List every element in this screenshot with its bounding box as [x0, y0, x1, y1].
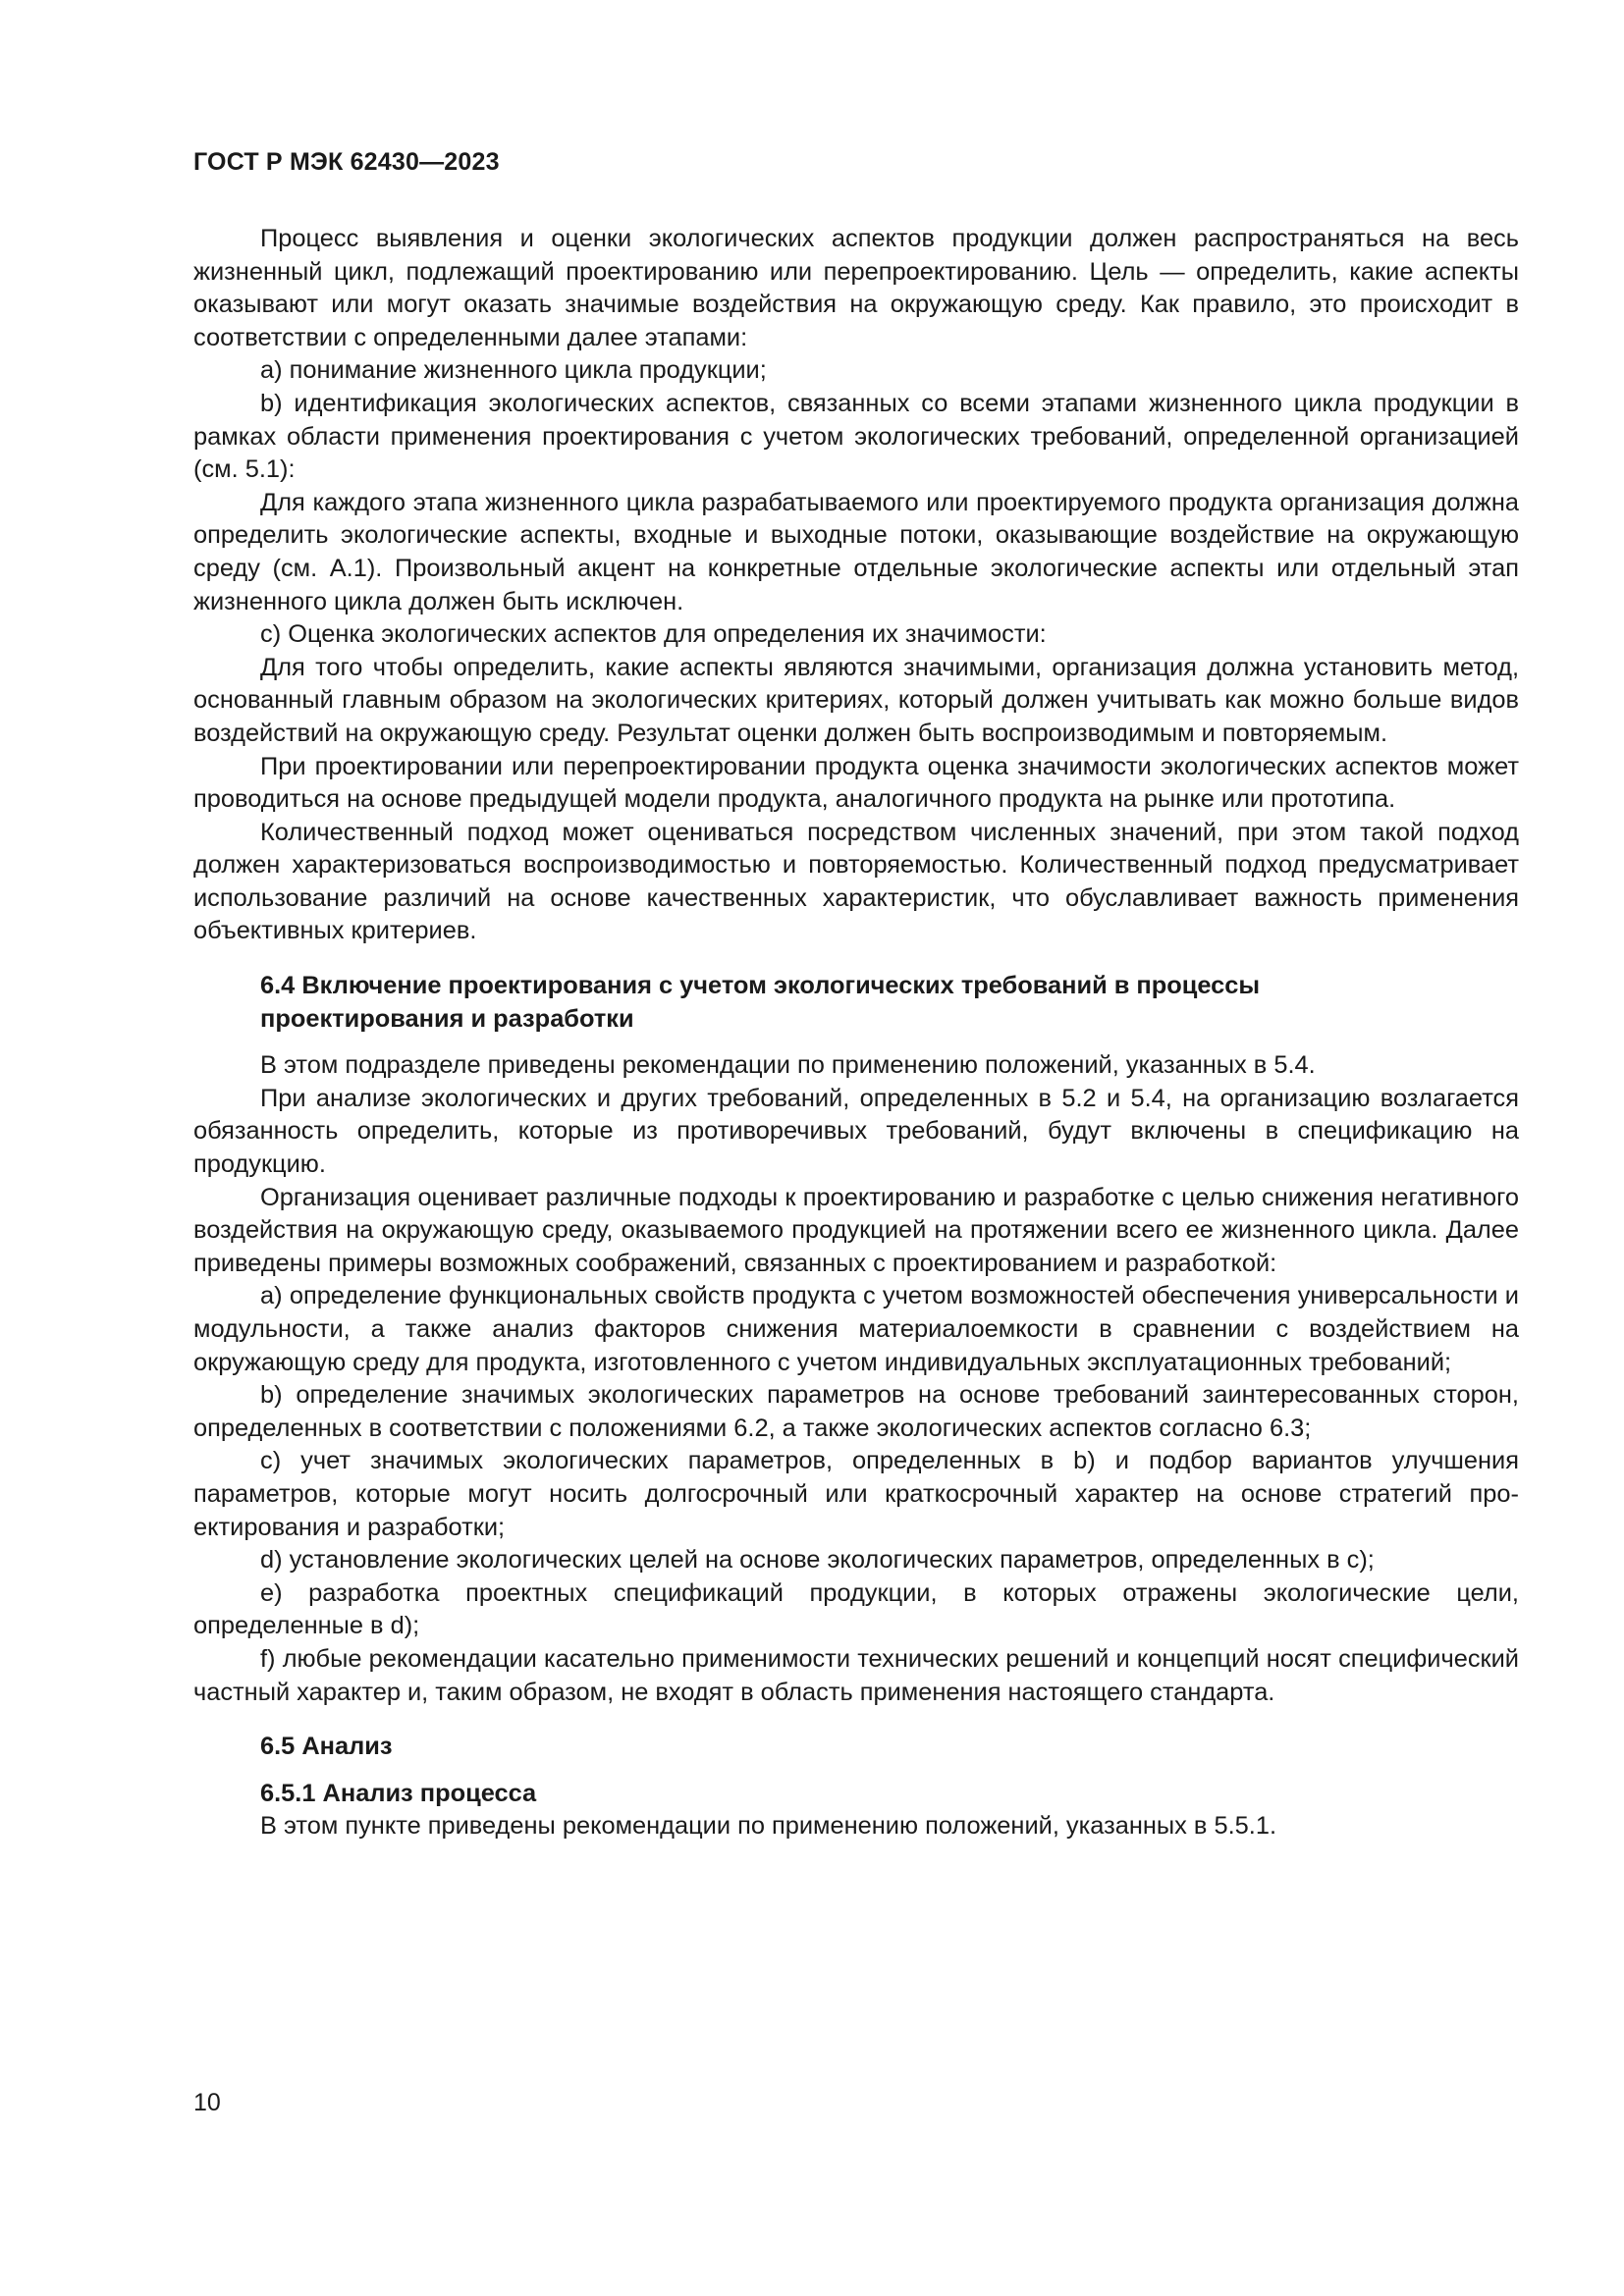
section-6-4 [193, 970, 1519, 1709]
list-item: c) учет значимых экологических параметров, определенных в b) и подбор вариантов улучшения параметров, которые могут носить долгосрочный или краткосрочный характер на основе стратегий проектирования и разработки; [193, 1447, 1519, 1541]
section-heading-line1: 6.4 Включение проектирования с учетом экологических требований в процессы [260, 972, 1261, 1000]
subsection-heading: 6.5.1 Анализ процесса [260, 1779, 537, 1807]
list-item: a) определение функциональных свойств продукта с учетом возможностей обеспечения универсальности и модульности, а также анализ факторов снижения материалоемкости в сравнении с воздействием на окружающую среду для продукта, изготовленного с учетом индивидуальных эксплуатационных требований; [193, 1282, 1519, 1376]
paragraph: При анализе экологических и других требований, определенных в 5.2 и 5.4, на организацию возлагается обязанность определить, которые из противоречивых требований, будут включены в спецификацию на продукцию. [193, 1084, 1519, 1179]
section-heading [193, 970, 1519, 1036]
paragraph: Для того чтобы определить, какие аспекты являются значимыми, организация должна установить метод, основанный главным образом на экологических критериях, который должен учитывать как можно больше видов воздействий на окружающую среду. Результат оценки должен быть воспроизводимым и повторяемым. [193, 653, 1519, 747]
section-heading-line2: проектирования и разработки [260, 1004, 634, 1033]
paragraph: Процесс выявления и оценки экологических аспектов продукции должен распространяться на весь жизненный цикл, подлежащий проектированию или перепроектированию. Цель — определить, какие аспекты оказывают или могут оказать значимые воздействия на окружающую среду. Как правило, это происходит в соответствии с определенными далее этапами: [193, 225, 1519, 351]
list-item: b) идентификация экологических аспектов, связанных со всеми этапами жизненного цикла продукции в рамках области применения проектирования с учетом экологических требований, определенной организацией (см. 5.1): [193, 389, 1519, 484]
section-heading: 6.5 Анализ [260, 1733, 393, 1761]
list-item: d) установление экологических целей на основе экологических параметров, определенных в с); [260, 1546, 1375, 1575]
paragraph: При проектировании или перепроектировании продукта оценка значимости экологических аспектов может проводиться на основе предыдущей модели продукта, аналогичного продукта на рынке или прототипа. [193, 752, 1519, 814]
paragraph: Для каждого этапа жизненного цикла разрабатываемого или проектируемого продукта организация должна определить экологические аспекты, входные и выходные потоки, оказывающие воздействие на окружающую среду (см. А.1). Произвольный акцент на конкретные отдельные экологические аспекты или отдельный этап жизненного цикла должен быть исключен. [193, 488, 1519, 615]
page-number: 10 [193, 2089, 221, 2116]
paragraph: Количественный подход может оцениваться посредством численных значений, при этом такой подход должен характеризоваться воспроизводимостью и повторяемостью. Количественный подход предусматривает использование различий на основе качественных характеристик, что обуславливает важность применения объективных критериев. [193, 818, 1519, 945]
paragraph: В этом подразделе приведены рекомендации по применению положений, указанных в 5.4. [260, 1051, 1316, 1080]
page-body [193, 223, 1519, 1843]
list-item: a) понимание жизненного цикла продукции; [260, 356, 767, 385]
list-item: e) разработка проектных спецификаций продукции, в которых отражены экологические цели, определенные в d); [193, 1578, 1519, 1640]
paragraph: В этом пункте приведены рекомендации по применению положений, указанных в 5.5.1. [260, 1812, 1277, 1841]
section-6-5 [193, 1731, 1519, 1843]
document-header: ГОСТ Р МЭК 62430—2023 [193, 148, 500, 176]
list-item: f) любые рекомендации касательно применимости технических решений и концепций носят специфический частный характер и, таким образом, не входят в область применения настоящего стандарта. [193, 1644, 1519, 1706]
list-item: c) Оценка экологических аспектов для определения их значимости: [260, 620, 1047, 649]
list-item: b) определение значимых экологических параметров на основе требований заинтересованных сторон, определенных в соответствии с положениями 6.2, а также экологических аспектов согласно 6.3; [193, 1381, 1519, 1442]
paragraph: Организация оценивает различные подходы к проектированию и разработке с целью снижения негативного воздействия на окружающую среду, оказываемого продукцией на протяжении всего ее жизненного цикла. Далее приведены примеры возможных соображений, связанных с проектированием и разработкой: [193, 1183, 1519, 1277]
